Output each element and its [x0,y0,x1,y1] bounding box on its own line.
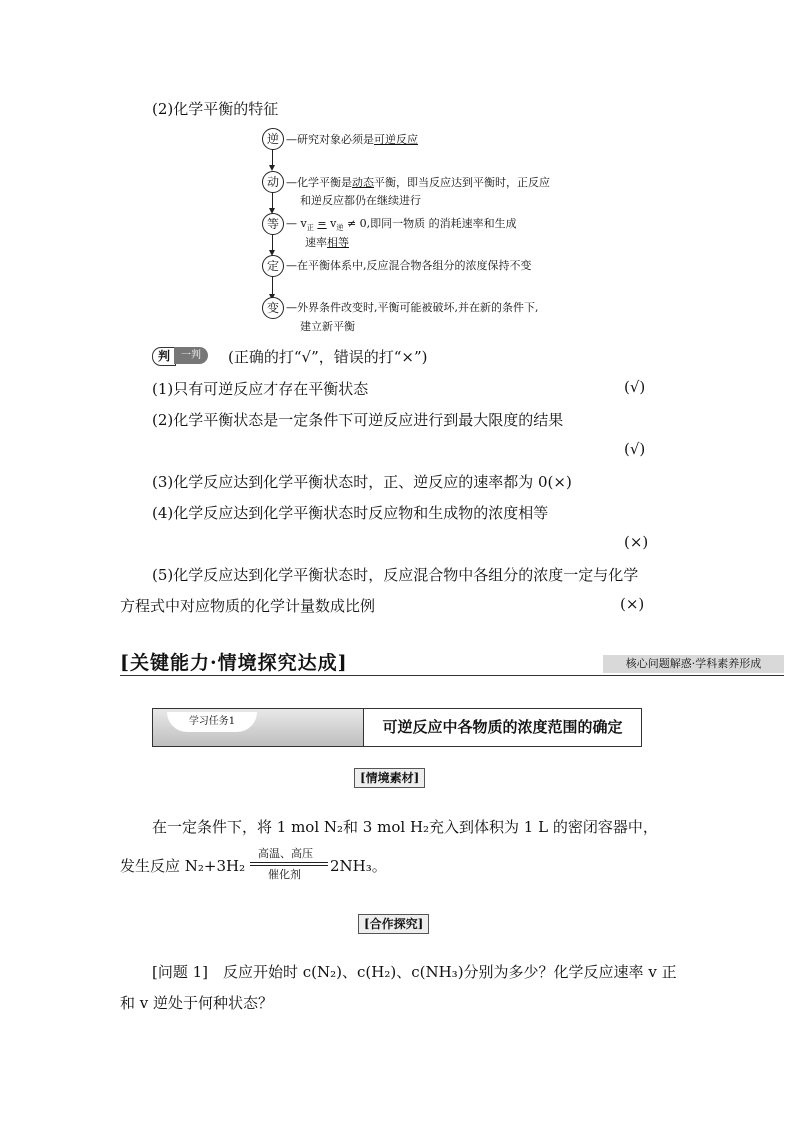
judge-mark-2: (√) [624,440,646,458]
context-reaction-post: 2NH₃。 [330,857,387,875]
node-fixed: 定 [262,255,284,277]
task-label-area [153,709,363,746]
reaction-condition-bottom: 催化剂 [268,868,301,881]
connector-line [272,234,273,251]
judge-mark-4: (×) [624,533,649,551]
subsection-heading: (2)化学平衡的特征 [152,100,279,118]
section-divider [120,675,784,676]
feature-equal-text-2: 速率相等 [305,236,349,249]
judge-item-5-cont: 方程式中对应物质的化学计量数成比例 [120,597,376,615]
judge-item-5: (5)化学反应达到化学平衡状态时，反应混合物中各组分的浓度一定与化学 [152,566,639,584]
connector-line [272,149,273,166]
judge-item-4: (4)化学反应达到化学平衡状态时反应物和生成物的浓度相等 [152,504,549,522]
judge-item-3: (3)化学反应达到化学平衡状态时，正、逆反应的速率都为 0(×) [152,473,572,491]
context-line-1: 在一定条件下，将 1 mol N₂和 3 mol H₂充入到体积为 1 L 的密闭容器中， [152,818,658,836]
section-tag: 核心问题解惑·学科素养形成 [603,655,784,673]
feature-dynamic-text-2: 和逆反应都仍在继续进行 [300,194,421,207]
judge-item-1: (1)只有可逆反应才存在平衡状态 [152,380,369,398]
judge-mark-1: (√) [624,378,646,396]
task-label: 学习任务1 [167,712,257,732]
judge-badge-text: 一判 [174,347,208,364]
judge-instruction: (正确的打“√”，错误的打“×”) [228,348,428,366]
context-reaction-pre: 发生反应 N₂+3H₂ [120,857,246,875]
coop-label: [合作探究] [358,914,429,934]
feature-change-text-2: 建立新平衡 [300,320,355,333]
reaction-condition-top: 高温、高压 [258,847,313,860]
question-1-line-2: 和 v 逆处于何种状态？ [120,994,274,1012]
question-1-line-1: [问题 1] 反应开始时 c(N₂)、c(H₂)、c(NH₃)分别为多少？化学反应速率 v 正 [152,963,677,981]
feature-reverse-text: —研究对象必须是可逆反应 [286,133,418,146]
node-equal: 等 [262,213,284,235]
connector-line [272,192,273,209]
section-title: [关键能力·情境探究达成] [120,652,348,674]
judge-item-2: (2)化学平衡状态是一定条件下可逆反应进行到最大限度的结果 [152,411,564,429]
judge-badge [152,347,208,364]
feature-fixed-text: —在平衡体系中,反应混合物各组分的浓度保持不变 [286,259,532,272]
context-label: [情境素材] [354,768,425,788]
task-box [152,708,642,747]
feature-change-text: —外界条件改变时,平衡可能被破坏,并在新的条件下, [286,301,539,314]
judge-mark-5: (×) [620,595,645,613]
task-title: 可逆反应中各物质的浓度范围的确定 [382,718,623,736]
judge-badge-char: 判 [152,347,176,366]
connector-line [272,274,273,295]
equilibrium-arrow-icon [250,862,328,863]
node-dynamic: 动 [262,171,284,193]
node-reverse: 逆 [262,128,284,150]
feature-dynamic-text: —化学平衡是动态平衡，即当反应达到平衡时，正反应 [286,176,550,189]
node-change: 变 [262,297,284,319]
feature-equal-text: — $v_正 = v_逆 \ne 0$,即同一物质 的消耗速率和生成 [286,217,517,233]
